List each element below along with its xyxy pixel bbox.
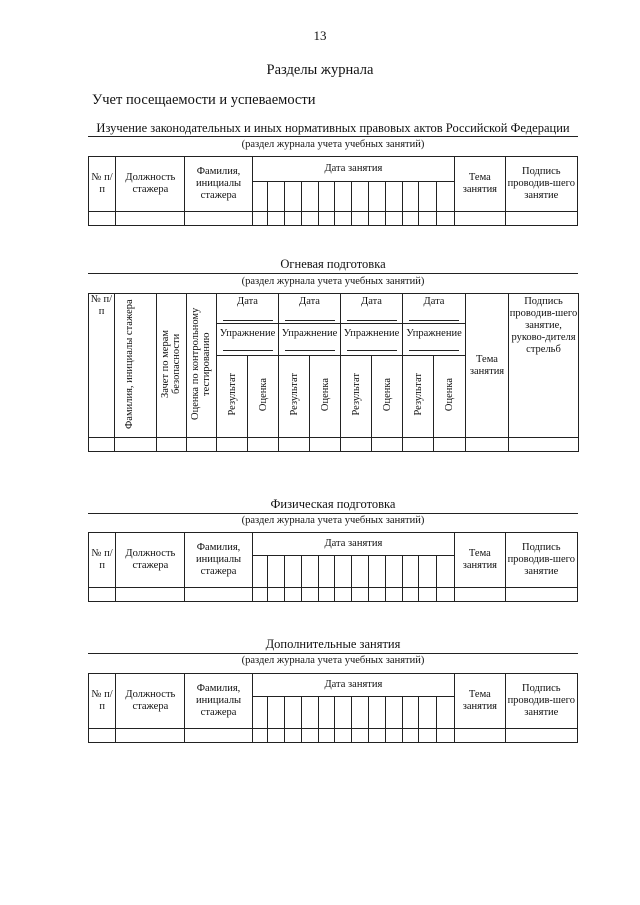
date-cell — [369, 182, 386, 212]
header-signature: Подпись проводив-шего занятие — [505, 533, 577, 588]
section1-rule — [88, 136, 578, 137]
s2-date-1-line — [223, 320, 273, 321]
date-cell — [385, 182, 402, 212]
date-cell — [335, 182, 352, 212]
section3-table — [88, 532, 578, 602]
section1-table — [88, 156, 578, 226]
s2-result-2-text: Результат — [288, 373, 300, 416]
s2-header-topic: Тема занятия — [466, 294, 509, 438]
s2-exercise-4-label: Упражнение — [406, 328, 462, 339]
page-subtitle: Учет посещаемости и успеваемости — [92, 92, 316, 108]
s2-grade-3 — [372, 356, 403, 438]
header-num: № п/п — [89, 533, 116, 588]
header-num: № п/п — [89, 157, 116, 212]
header-position: Должность стажера — [116, 157, 185, 212]
date-cell — [437, 182, 455, 212]
s2-header-signature: Подпись проводив-шего занятие, руково-дителя стрельб — [509, 294, 579, 438]
table-row — [89, 212, 578, 226]
s2-exercise-4 — [403, 324, 466, 356]
s2-result-4 — [403, 356, 434, 438]
s2-grade-4-text: Оценка — [444, 377, 455, 412]
section2-table — [88, 293, 579, 452]
s2-result-3 — [341, 356, 372, 438]
s2-grade-1 — [248, 356, 279, 438]
header-signature: Подпись проводив-шего занятие — [505, 157, 577, 212]
s2-header-safety — [157, 294, 187, 438]
table-row — [89, 438, 579, 452]
s2-date-2-line — [285, 320, 335, 321]
date-cell — [419, 182, 437, 212]
s2-header-name-text: Фамилия, инициалы стажера — [123, 298, 135, 429]
s2-header-num: № п/п — [89, 294, 115, 438]
section4-title: Дополнительные занятия — [265, 637, 401, 651]
table-row — [89, 729, 578, 743]
section1-note: (раздел журнала учета учебных занятий) — [241, 139, 425, 150]
s2-grade-1-text: Оценка — [257, 377, 269, 412]
date-cell — [402, 182, 419, 212]
date-cell — [252, 182, 268, 212]
header-date: Дата занятия — [252, 674, 455, 697]
s2-date-3 — [341, 294, 403, 324]
s2-date-1 — [217, 294, 279, 324]
date-cell — [352, 182, 369, 212]
s2-exercise-2-label: Упражнение — [281, 328, 338, 339]
date-cell — [318, 182, 335, 212]
s2-exercise-2-line — [285, 350, 335, 351]
table-row — [89, 588, 578, 602]
s2-header-control-test — [187, 294, 217, 438]
header-num: № п/п — [89, 674, 116, 729]
section4-table — [88, 673, 578, 743]
s2-exercise-1-line — [223, 350, 273, 351]
page-title: Разделы журнала — [266, 62, 374, 78]
header-position: Должность стажера — [116, 533, 185, 588]
s2-date-3-line — [347, 320, 397, 321]
s2-result-2 — [279, 356, 310, 438]
s2-grade-3-text: Оценка — [381, 377, 393, 412]
s2-exercise-3-line — [347, 350, 397, 351]
header-topic: Тема занятия — [455, 157, 505, 212]
header-date: Дата занятия — [252, 157, 455, 182]
header-name: Фамилия, инициалы стажера — [185, 533, 252, 588]
section3-note: (раздел журнала учета учебных занятий) — [241, 515, 425, 526]
header-position: Должность стажера — [116, 674, 185, 729]
s2-exercise-4-line — [409, 350, 459, 351]
s2-date-1-label: Дата — [237, 296, 258, 307]
header-topic: Тема занятия — [455, 674, 505, 729]
s2-grade-4 — [434, 356, 466, 438]
s2-result-3-text: Результат — [350, 373, 362, 416]
date-cell — [285, 182, 302, 212]
header-signature: Подпись проводив-шего занятие — [505, 674, 577, 729]
header-date: Дата занятия — [252, 533, 455, 556]
s2-header-safety-text: Зачет по мерам безопасности — [159, 329, 182, 398]
date-cell — [301, 182, 318, 212]
s2-date-4-line — [409, 320, 459, 321]
s2-exercise-1 — [217, 324, 279, 356]
section3-title: Физическая подготовка — [270, 497, 396, 511]
section1-title: Изучение законодательных и иных нормативных правовых актов Российской Федерации — [96, 121, 570, 135]
s2-result-1-text: Результат — [226, 373, 238, 416]
section2-title: Огневая подготовка — [280, 257, 386, 271]
header-topic: Тема занятия — [455, 533, 505, 588]
s2-exercise-3 — [341, 324, 403, 356]
s2-grade-2-text: Оценка — [319, 377, 331, 412]
s2-header-name — [115, 294, 157, 438]
s2-header-control-test-text: Оценка по контрольному тестированию — [189, 307, 212, 420]
date-cell — [268, 182, 285, 212]
s2-date-2-label: Дата — [299, 296, 320, 307]
s2-date-2 — [279, 294, 341, 324]
s2-result-4-text: Результат — [412, 373, 424, 416]
section2-rule — [88, 273, 578, 274]
s2-date-4-label: Дата — [423, 296, 445, 307]
s2-date-3-label: Дата — [361, 296, 382, 307]
s2-exercise-3-label: Упражнение — [343, 328, 400, 339]
section3-rule — [88, 513, 578, 514]
s2-result-1 — [217, 356, 248, 438]
section4-rule — [88, 653, 578, 654]
s2-exercise-1-label: Упражнение — [219, 328, 276, 339]
s2-grade-2 — [310, 356, 341, 438]
header-name: Фамилия, инициалы стажера — [185, 157, 252, 212]
section4-note: (раздел журнала учета учебных занятий) — [241, 655, 425, 666]
section2-note: (раздел журнала учета учебных занятий) — [241, 276, 425, 287]
page-number: 13 — [313, 28, 327, 43]
s2-exercise-2 — [279, 324, 341, 356]
header-name: Фамилия, инициалы стажера — [185, 674, 252, 729]
s2-date-4 — [403, 294, 466, 324]
